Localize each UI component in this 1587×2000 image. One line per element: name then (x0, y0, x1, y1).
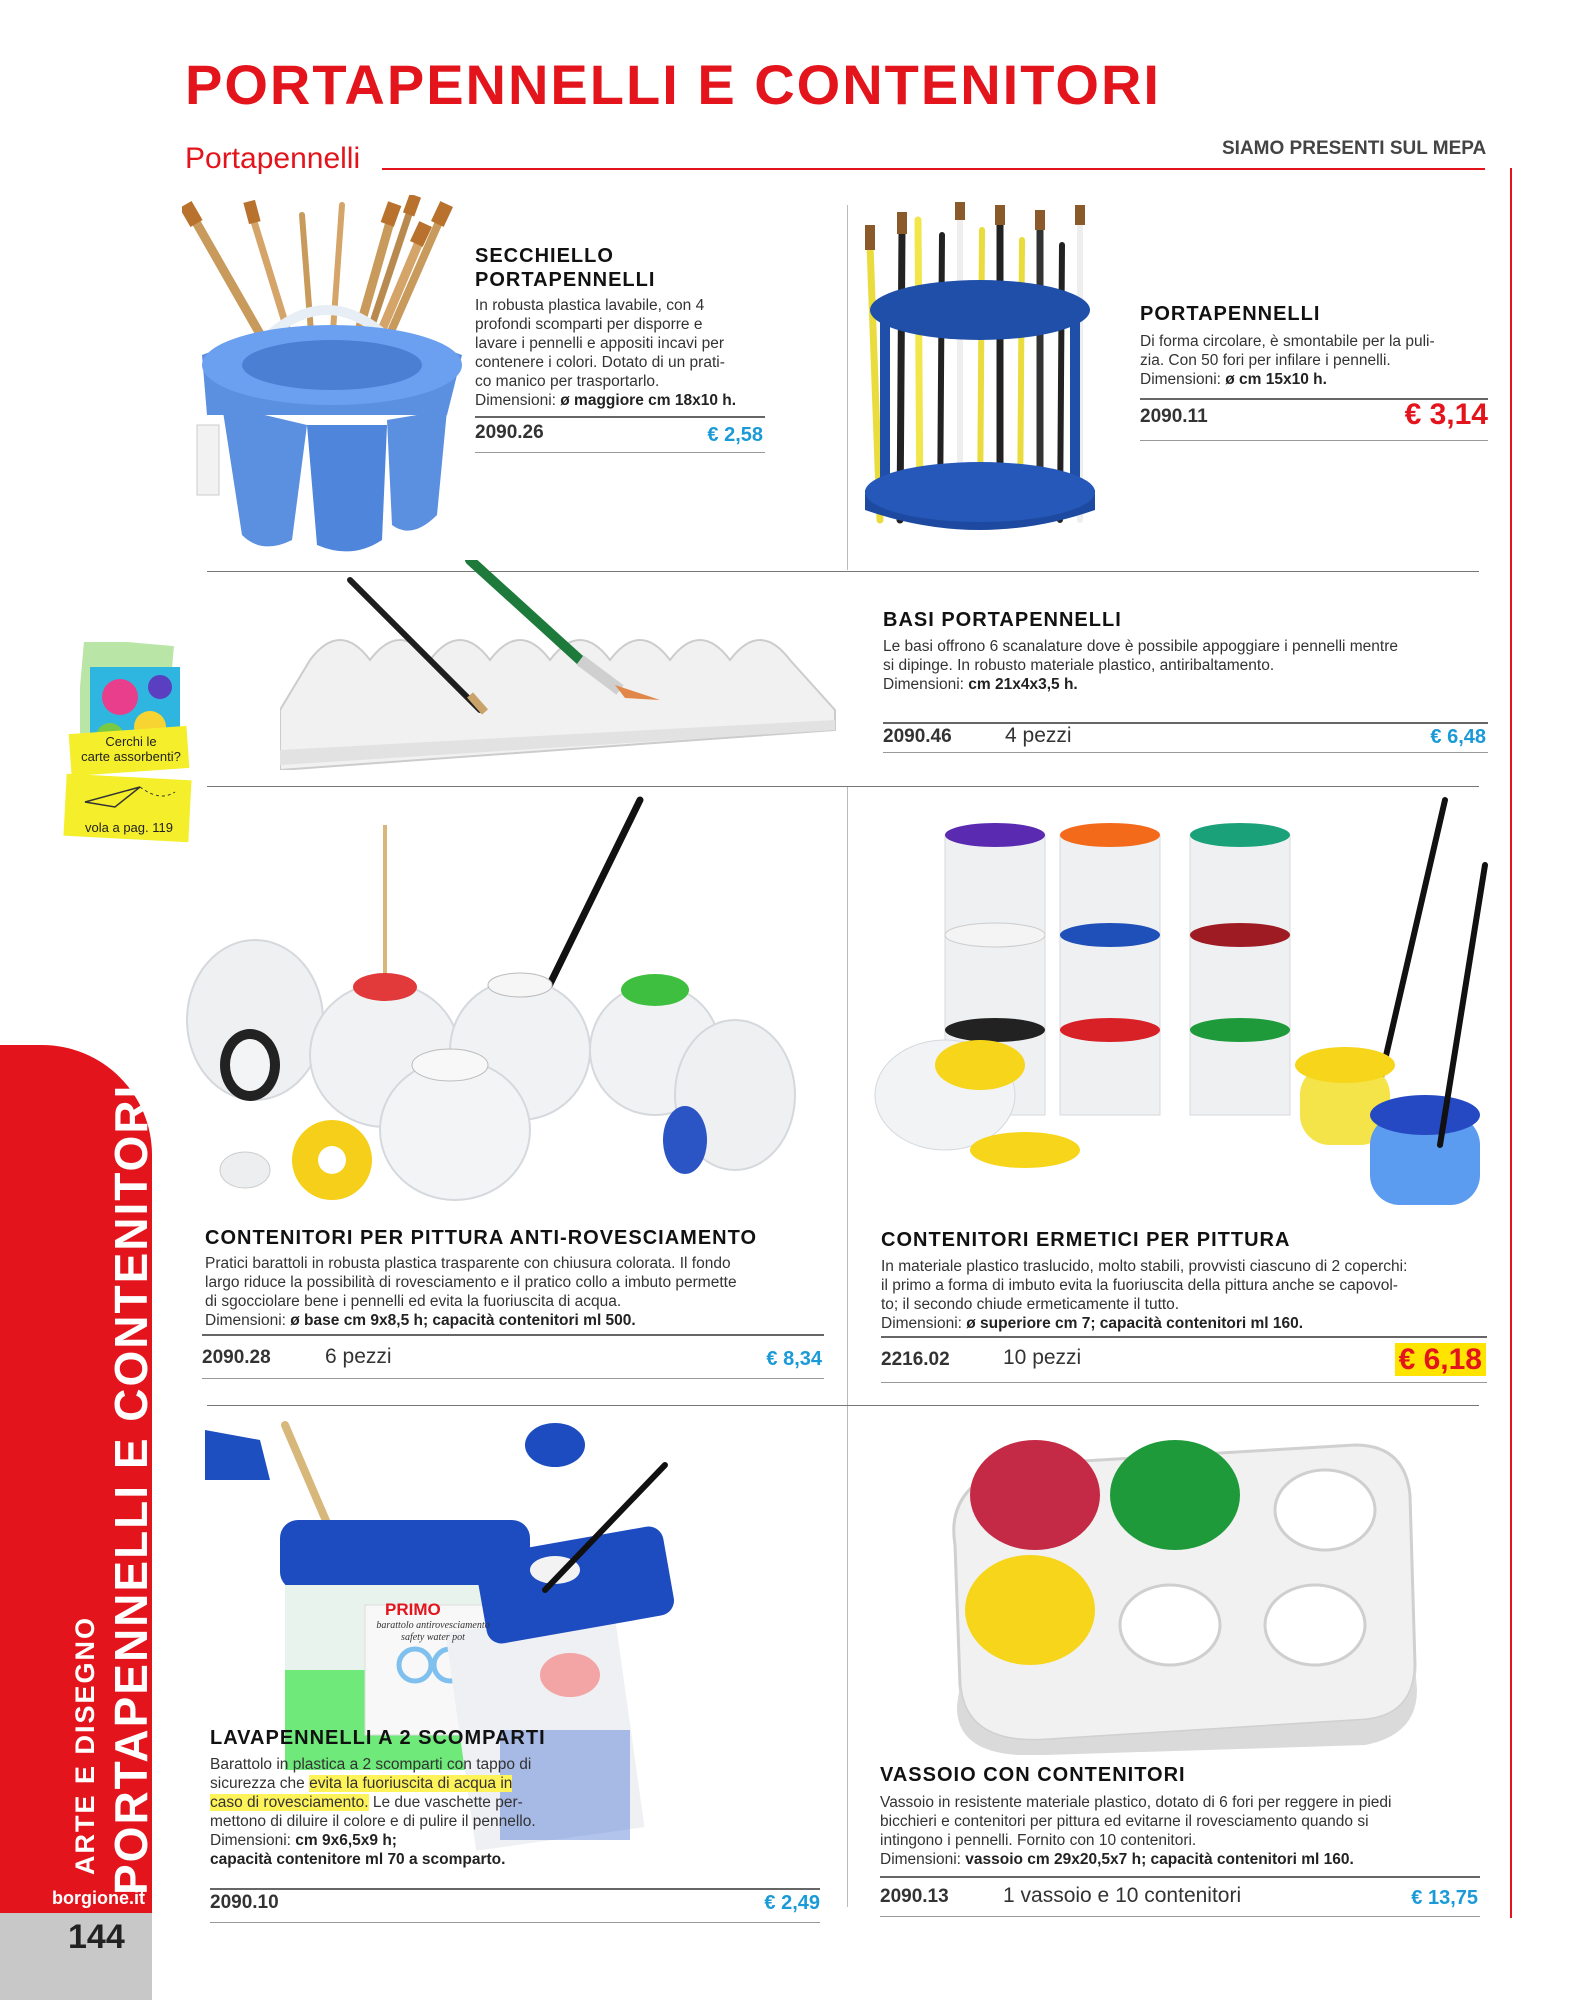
package-brand: PRIMO (385, 1600, 441, 1619)
anti-spill-containers-image (180, 795, 830, 1215)
price-rule (883, 752, 1488, 753)
price-rule (880, 1876, 1480, 1878)
brush-bucket-image (182, 195, 472, 560)
page-title: PORTAPENNELLI E CONTENITORI (185, 53, 1161, 116)
product-quantity: 1 vassoio e 10 contenitori (1003, 1884, 1242, 1907)
subcategory-label: PORTAPENNELLI E CONTENITORI (105, 1083, 157, 1895)
product-description: In materiale plastico traslucido, molto stabili, provvisti ciascuno di 2 coperchi: il primo a forma di imbuto evita la fuoriuscita della pittura anche se capovol- to; il secondo chiude ermeticamente il tutto. Dimensioni: ø superiore cm 7; capacità contenitori ml 160. (881, 1258, 1408, 1332)
category-label: ARTE E DISEGNO (70, 1615, 100, 1875)
note-question: Cerchi le carte assorbenti? (81, 734, 181, 764)
column-divider (847, 205, 848, 570)
product-price: € 2,58 (707, 424, 763, 446)
note-page-ref[interactable]: vola a pag. 119 (85, 820, 173, 835)
airtight-containers-image (860, 795, 1500, 1215)
row-divider (207, 786, 1479, 787)
product-quantity: 10 pezzi (1003, 1346, 1082, 1369)
product-description: Pratici barattoli in robusta plastica trasparente con chiusura colorata. Il fondo largo riduce la possibilità di rovesciamento e il pratico collo a imbuto permette di sgocciolare bene i pennelli ed evita la fuoriuscita di acqua. Dimensioni: ø base cm 9x8,5 h; capacità contenitori ml 500. (205, 1255, 737, 1329)
price-rule (210, 1922, 820, 1923)
price-rule (1140, 440, 1488, 441)
price-rule (202, 1334, 824, 1336)
price-rule (883, 722, 1488, 724)
product-price: € 2,49 (764, 1892, 820, 1914)
product-code: 2090.11 (1140, 406, 1208, 427)
mepa-note: SIAMO PRESENTI SUL MEPA (1222, 138, 1487, 159)
absorbent-paper-note[interactable] (60, 642, 192, 860)
page-number: 144 (68, 1918, 125, 1956)
product-code: 2090.28 (202, 1347, 271, 1368)
product-quantity: 6 pezzi (325, 1345, 392, 1368)
product-description: Vassoio in resistente materiale plastico, dotato di 6 fori per reggere in piedi bicchieri e contenitori per pittura ed evitarne il rovesciamento quando si intingono i pennelli. Fornito con 10 contenitori. Dimensioni: vassoio cm 29x20,5x7 h; capacità contenitori ml 160. (880, 1794, 1392, 1868)
product-price: € 3,14 (1404, 398, 1488, 431)
product-code: 2090.46 (883, 726, 952, 747)
website-label[interactable]: borgione.it (52, 1888, 145, 1908)
product-description: Di forma circolare, è smontabile per la puli- zia. Con 50 fori per infilare i pennelli. Dimensioni: ø cm 15x10 h. (1140, 333, 1435, 388)
product-price: € 8,34 (766, 1348, 822, 1370)
product-title: PORTAPENNELLI (1140, 303, 1321, 325)
product-code: 2216.02 (881, 1349, 950, 1370)
column-divider (847, 787, 848, 1907)
product-title: SECCHIELLO PORTAPENNELLI (475, 245, 656, 291)
product-code: 2090.13 (880, 1886, 949, 1907)
section-title: Portapennelli (185, 142, 361, 175)
price-rule (881, 1336, 1487, 1338)
price-rule (210, 1888, 820, 1890)
product-description: Le basi offrono 6 scanalature dove è possibile appoggiare i pennelli mentre si dipinge. In robusto materiale plastico, antiribaltamento. Dimensioni: cm 21x4x3,5 h. (883, 638, 1399, 693)
product-code: 2090.26 (475, 422, 544, 443)
price-rule (202, 1378, 824, 1379)
right-frame-rule (1510, 168, 1512, 1918)
product-title: LAVAPENNELLI A 2 SCOMPARTI (210, 1727, 546, 1749)
paper-plane-icon (80, 782, 180, 812)
price-rule (880, 1916, 1480, 1917)
price-rule (475, 452, 765, 453)
product-price: € 6,48 (1430, 726, 1486, 748)
price-rule (475, 416, 765, 418)
product-description: In robusta plastica lavabile, con 4 profondi scomparti per disporre e lavare i pennelli e appositi incavi per contenere i colori. Dotato di un prati- co manico per trasportarlo. Dimensioni: ø maggiore cm 18x10 h. (475, 297, 737, 409)
product-price: € 6,18 (1395, 1343, 1486, 1376)
product-description: Barattolo in plastica a 2 scomparti con tappo di sicurezza che evita la fuoriuscita di acqua in caso di rovesciamento. Le due vaschette per- mettono di diluire il colore e di pulire il pennello. Dimensioni: cm 9x6,5x9 h; capacità contenitore ml 70 a scomparto. (210, 1756, 536, 1868)
product-price: € 13,75 (1411, 1887, 1478, 1909)
row-divider (207, 1405, 1479, 1406)
product-title: VASSOIO CON CONTENITORI (880, 1764, 1186, 1786)
tray-with-containers-image (935, 1425, 1435, 1755)
package-label: barattolo antirovesciamento safety water pot (376, 1620, 490, 1643)
brush-rest-image (280, 560, 840, 770)
product-title: BASI PORTAPENNELLI (883, 609, 1122, 631)
product-title: CONTENITORI ERMETICI PER PITTURA (881, 1229, 1291, 1251)
section-rule (382, 168, 1485, 170)
price-rule (881, 1382, 1487, 1383)
product-quantity: 4 pezzi (1005, 724, 1072, 747)
product-title: CONTENITORI PER PITTURA ANTI-ROVESCIAMENTO (205, 1227, 758, 1249)
product-code: 2090.10 (210, 1892, 279, 1913)
round-brush-holder-image (860, 200, 1100, 540)
